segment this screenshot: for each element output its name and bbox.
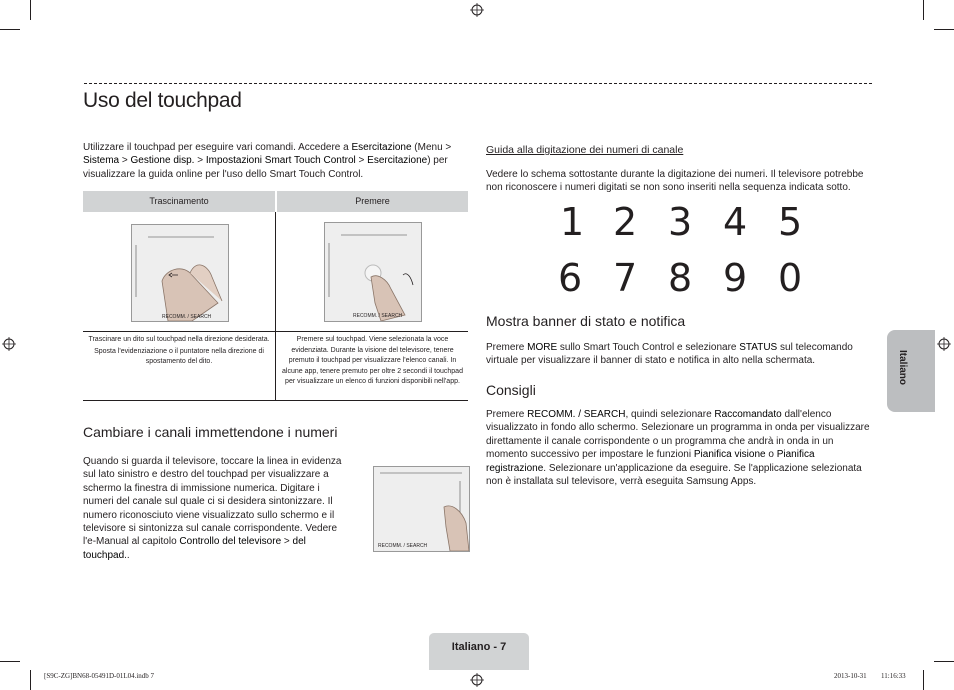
touchpad-drag-image (131, 224, 229, 322)
remote-label: RECOMM. / SEARCH (353, 313, 403, 319)
crop-mark (30, 670, 31, 690)
digit-4: 4 (723, 200, 748, 244)
hand-press-icon (325, 223, 421, 321)
digit-7: 7 (613, 256, 638, 300)
digit-0: 0 (778, 256, 803, 300)
digit-9: 9 (723, 256, 748, 300)
registration-mark-icon (937, 337, 951, 351)
table-divider (275, 212, 276, 400)
table-rule (83, 331, 468, 332)
guide-paragraph: Vedere lo schema sottostante durante la digitazione dei numeri. Il televisore potrebbe non riconoscere i numeri digitati se non sono inseriti nella sequenza indicata sotto. (486, 169, 864, 194)
crop-mark (923, 0, 924, 20)
digit-2: 2 (613, 200, 638, 244)
title-rule (84, 83, 872, 84)
digit-3: 3 (668, 200, 693, 244)
hand-edge-tap-icon (374, 467, 469, 551)
footer-timestamp: 2013-10-31 ￿￿ 11:16:33 (834, 672, 906, 680)
footer-file-info: [S9C-ZG]BN68-05491D-01L04.indb 7 (44, 672, 155, 680)
remote-label: RECOMM. / SEARCH (378, 543, 428, 549)
section-heading-banner: Mostra banner di stato e notifica (486, 313, 686, 329)
digit-5: 5 (778, 200, 803, 244)
digit-1: 1 (560, 200, 585, 244)
intro-paragraph: Utilizzare il touchpad per eseguire vari comandi. Accedere a Esercitazione (Menu > Sistema > Gestione disp. > Impostazioni Smart Touch Control > Esercitazione) per visualizzare la guida online per l'uso dello Smart Touch Control. (83, 142, 452, 180)
digit-8: 8 (668, 256, 693, 300)
table-rule (83, 400, 468, 401)
registration-mark-icon (470, 3, 484, 17)
section-heading-channels: Cambiare i canali immettendone i numeri (83, 424, 338, 440)
page-title: Uso del touchpad (83, 89, 242, 112)
page-number-tab: Italiano - 7 (429, 633, 529, 670)
crop-mark (934, 29, 954, 30)
table-cell-press: Premere sul touchpad. Viene selezionata la voce evidenziata. Durante la visione del televisore, tenere premuto il touchpad per visualizzare l'elenco canali. In alcune app, tenere premuto per oltre 2 secondi il touchpad per visualizzare un elenco di funzioni disponibili nell'app. (282, 336, 463, 386)
tips-paragraph: Premere RECOMM. / SEARCH, quindi selezionare Raccomandato dall'elenco visualizzato in fondo allo schermo. Selezionare un programma in onda per visualizzare direttamente il canale corrispondente o un programma che andrà in onda in un momento successivo per impostare le funzioni Pianifica visione o Pianifica registrazione. Selezionare un'applicazione da eseguire. Se l'applicazione selezionata non è installata sul televisore, verrà eseguita Samsung Apps. (486, 409, 870, 488)
table-cell-drag: Trascinare un dito sul touchpad nella direzione desiderata. Sposta l'evidenziazione o il puntatore nella direzione di spostamento del dito. (88, 336, 270, 366)
crop-mark (934, 661, 954, 662)
touchpad-press-image (324, 222, 422, 322)
crop-mark (0, 29, 20, 30)
guide-heading: Guida alla digitazione dei numeri di canale (486, 144, 684, 156)
channels-paragraph: Quando si guarda il televisore, toccare la linea in evidenza sul lato sinistro e destro del touchpad per visualizzare a schermo la finestra di immissione numerica. Digitare i numeri del canale sul quale ci si desidera sintonizzare. Il numero riconosciuto viene visualizzato sullo schermo e il televisore si sintonizza sul canale corrispondente. Vedere l'e-Manual al capitolo Controllo del televisore > del touchpad.. (83, 456, 342, 561)
crop-mark (0, 661, 20, 662)
remote-label: RECOMM. / SEARCH (162, 314, 212, 320)
banner-paragraph: Premere MORE sullo Smart Touch Control e selezionare STATUS sul telecomando virtuale per visualizzare il banner di stato e notifica in alto nella schermata. (486, 342, 853, 367)
section-heading-tips: Consigli (486, 382, 536, 398)
language-side-tab: Italiano (887, 330, 935, 412)
registration-mark-icon (470, 673, 484, 687)
hand-swipe-icon (132, 225, 228, 321)
touchpad-edge-image (373, 466, 470, 552)
digit-6: 6 (558, 256, 583, 300)
table-header-press: Premere (277, 191, 468, 212)
table-header-drag: Trascinamento (83, 191, 275, 212)
registration-mark-icon (2, 337, 16, 351)
crop-mark (923, 670, 924, 690)
crop-mark (30, 0, 31, 20)
